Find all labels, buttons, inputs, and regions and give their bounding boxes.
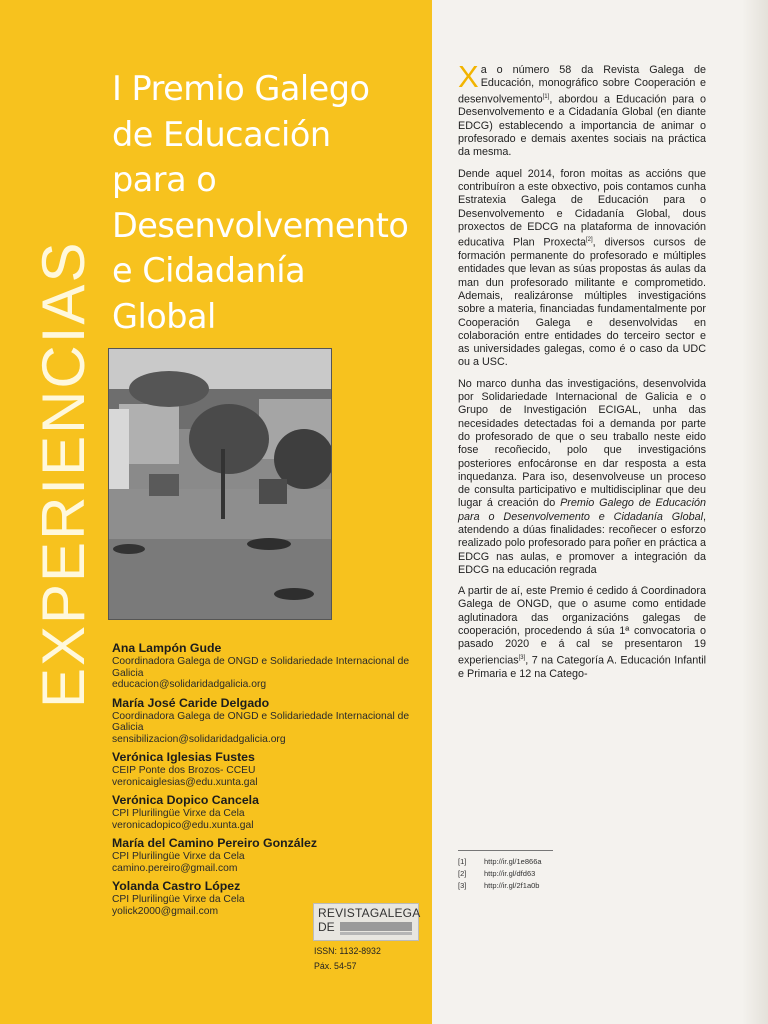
text: , 7 na Categoría A. Educación Infantil e Primaria e 12 na Catego- [458,654,706,680]
title-line: Desenvolvemento [112,205,409,245]
footnote [458,856,708,868]
footnotes [458,856,708,892]
title-line: de Educación [112,114,331,154]
author-affiliation: Coordinadora Galega de ONGD e Solidariedade Internacional de Galicia [112,710,410,733]
author-entry [112,793,432,832]
footnote-link[interactable]: http://ir.gl/1e866a [484,857,542,866]
footnote-mark: [2] [458,869,467,878]
journal-name-de: DE [318,920,335,934]
footnote-divider [458,850,553,851]
paragraph [458,168,706,370]
footnote-mark: [3] [458,881,467,890]
author-email[interactable]: veronicadopico@edu.xunta.gal [112,819,254,831]
author-affiliation: CPI Plurilingüe Virxe da Cela [112,894,245,905]
title-line: e Cidadanía [112,251,306,290]
article-title [112,66,432,339]
author-affiliation: CPI Plurilingüe Virxe da Cela [112,808,245,819]
footnote [458,880,708,892]
author-name: Yolanda Castro López [112,879,241,893]
author-email[interactable]: camino.pereiro@gmail.com [112,862,238,874]
author-email[interactable]: yolick2000@gmail.com [112,905,219,917]
text: A partir de aí, este Premio é cedido á Coordinadora Galega de ONGD, que o asume como entidade aglutinadora das organizacións galegas de cooperación, procedendo á súa 1ª convocatoria o pasado 2020 e á cal se presentaron 19 experiencias [458,585,706,667]
photo-illustration [109,349,331,619]
footnote-mark: [1] [458,857,467,866]
text: , abordou a Educación para o Desenvolvemento e a Cidadanía Global (en diante EDCG) establecendo a importancia de animar o profesorado e demais axentes sociais na práctica da mesma. [458,93,706,159]
issn: ISSN: 1132-8932 [314,946,381,956]
footnote-link[interactable]: http://ir.gl/2f1a0b [484,881,540,890]
author-name: María José Caride Delgado [112,695,270,710]
author-name: Ana Lampón Gude [112,641,222,655]
section-label: EXPERIENCIAS [30,240,97,708]
text: a o número 58 da Revista Galega de Educación, monográfico sobre Cooperación e desenvolvemento [458,64,706,106]
footnote-ref[interactable]: [1] [542,93,550,100]
paragraph [458,585,706,681]
author-entry [112,641,432,692]
journal-logo-stripe [340,922,412,931]
author-name: Verónica Dopico Cancela [112,793,259,807]
footnote-ref[interactable]: [3] [518,654,526,661]
title-line: Global [112,296,216,336]
footnote-link[interactable]: http://ir.gl/dfd63 [484,869,536,878]
revista-galega-logo [313,903,419,941]
page-range: Páx. 54-57 [314,961,357,971]
author-affiliation: CEIP Ponte dos Brozos- CCEU [112,765,256,776]
author-affiliation: Coordinadora Galega de ONGD e Solidariedade Internacional de Galicia [112,656,410,679]
page-gutter [742,0,768,1024]
author-email[interactable]: veronicaiglesias@edu.xunta.gal [112,776,258,788]
journal-name: REVISTAGALEGA [318,906,421,920]
award-name: Premio Galego de Educación para o Desenvolvemento e Cidadanía Global [458,497,706,523]
author-email[interactable]: educacion@solidaridadgalicia.org [112,679,267,690]
journal-logo-subline [340,932,412,935]
text: Dende aquel 2014, foron moitas as accións que contribuíron a este obxectivo, pois contamos cunha Estratexia Galega de Educación para o Desenvolvemento e Cidadanía Global, dous proxectos de EDCG na plataforma de innovación educativa Plan Proxecta [458,167,706,249]
title-line: para o [112,160,217,199]
author-name: Verónica Iglesias Fustes [112,750,255,764]
school-playground-photo [108,348,332,620]
text: No marco dunha das investigacións, desenvolvida por Solidariedade Internacional de Galicia e o Grupo de Investigación ECIGAL, unha das necesidades detectadas foi a demanda por parte do profesorado de que o seu traballo neste eido fose recoñecido, polo que investigacións posteriores enfocáronse en dar resposta a esta inquedanza. Para iso, desenvolveuse un proceso de consulta participativo e multidisciplinar que deu lugar á creación do [458,377,706,510]
author-entry [112,750,432,789]
author-affiliation: CPI Plurilingüe Virxe da Cela [112,851,245,862]
text: , atendendo a dúas finalidades: recoñecer o esforzo realizado polo profesorado para poñer en práctica a EDCG nas aulas, e promover a integración da EDCG na educación regrada [458,510,706,576]
drop-cap: X [458,59,479,94]
author-entry [112,836,432,875]
title-line: I Premio Galego [112,69,370,108]
article-body [458,59,707,689]
author-list [112,641,432,922]
author-entry [112,696,432,747]
author-name: María del Camino Pereiro González [112,836,318,850]
text: , diversos cursos de formación permanente do profesorado e múltiples entidades que levan as súas propostas ás aulas da man dun profesorado militante e comprometido. Ademais, realizáronse múltiples investigacións sobre a materia, financiadas fundamentalmente por Cooperación Galega e desenvolvidas en colaboración entre entidades do terceiro sector e as universidades galegas, como é o caso da UDC ou a USC. [458,236,707,369]
paragraph [458,378,706,577]
footnote-ref[interactable]: [2] [586,237,593,244]
paragraph [458,59,706,160]
footnote [458,868,708,880]
author-email[interactable]: sensibilizacion@solidaridadgalicia.org [112,733,286,745]
